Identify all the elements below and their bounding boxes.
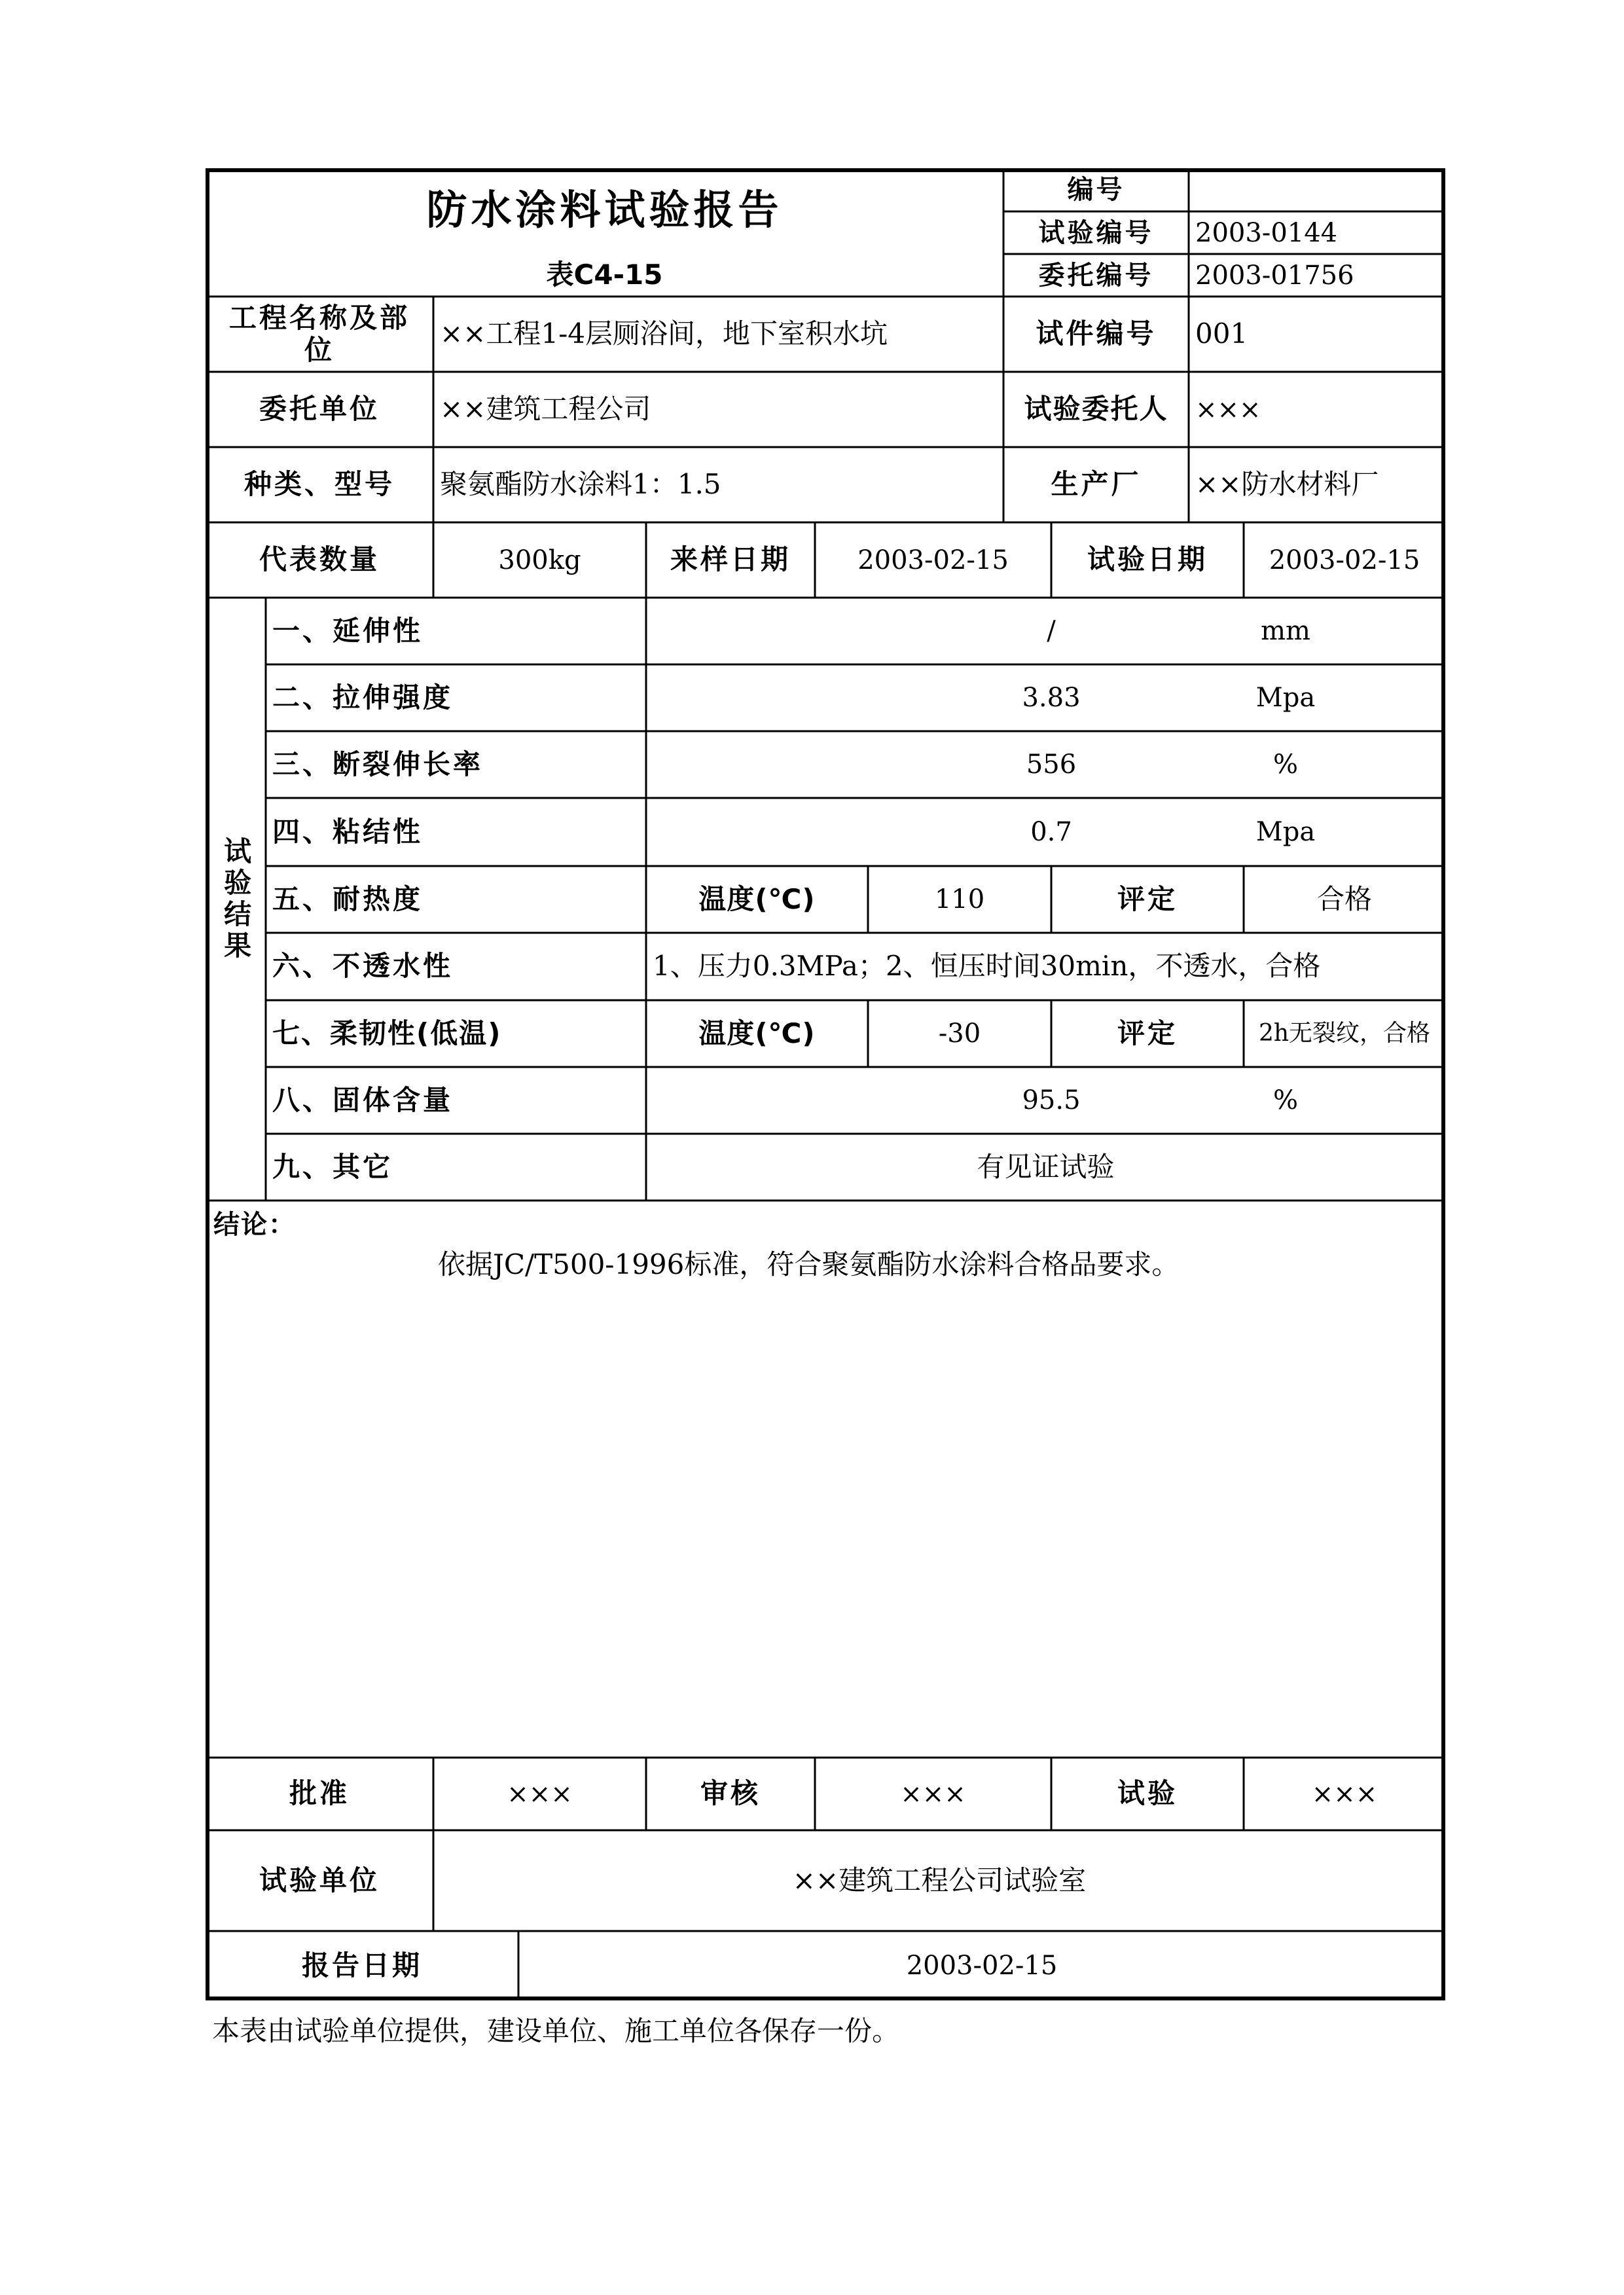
approve-value: ××× [507,1779,573,1809]
results-section-label: 试验结果 [220,836,253,962]
break-elongation-unit: % [1272,750,1298,780]
report-title: 防水涂料试验报告 [426,186,783,234]
maker-value: ××防水材料厂 [1195,468,1379,501]
type-label: 种类、型号 [244,468,395,501]
heat-temp-label: 温度(℃) [698,882,816,915]
adhesion-value: 0.7 [1030,817,1072,847]
solids-value: 95.5 [1022,1085,1081,1115]
footer-note: 本表由试验单位提供，建设单位、施工单位各保存一份。 [212,2015,900,2047]
tensile-label: 二、拉伸强度 [272,681,454,714]
other-value: 有见证试验 [977,1150,1115,1183]
project-label: 工程名称及部位 [228,302,410,366]
requester-label: 试验委托人 [1024,393,1168,425]
number-label: 编号 [1067,175,1125,205]
heat-temp-value: 110 [934,884,985,914]
sample-date-label: 来样日期 [670,543,791,576]
client-value: ××建筑工程公司 [440,393,651,425]
test-number-label: 试验编号 [1038,217,1154,248]
maker-label: 生产厂 [1051,468,1142,501]
report-date-label: 报告日期 [301,1949,422,1981]
lab-label: 试验单位 [259,1864,380,1896]
type-value: 聚氨酯防水涂料1：1.5 [440,468,721,501]
project-value: ××工程1-4层厕浴间，地下室积水坑 [440,317,888,350]
other-label: 九、其它 [272,1150,393,1183]
flexibility-label: 七、柔韧性(低温) [272,1017,502,1049]
elongation-label: 一、延伸性 [272,614,424,647]
elongation-value: / [1047,616,1056,646]
heat-eval-label: 评定 [1117,882,1178,915]
tester-label: 试验 [1117,1777,1178,1810]
flexibility-eval-value: 2h无裂纹，合格 [1258,1020,1431,1047]
flexibility-temp-value: -30 [938,1019,981,1049]
tester-value: ××× [1311,1779,1378,1809]
adhesion-label: 四、粘结性 [272,815,424,848]
conclusion-text: 依据JC/T500-1996标准，符合聚氨酯防水涂料合格品要求。 [438,1248,1180,1280]
test-date-label: 试验日期 [1087,543,1208,576]
test-number-value: 2003-0144 [1195,217,1338,248]
lab-value: ××建筑工程公司试验室 [792,1864,1087,1896]
break-elongation-value: 556 [1026,750,1077,780]
requester-value: ××× [1195,394,1261,425]
test-date-value: 2003-02-15 [1269,545,1420,575]
impermeability-value: 1、压力0.3MPa；2、恒压时间30min，不透水，合格 [653,950,1321,983]
number-value [1189,168,1445,211]
quantity-label: 代表数量 [259,543,380,576]
review-label: 审核 [700,1777,761,1810]
entrust-number-value: 2003-01756 [1195,260,1354,291]
heat-eval-value: 合格 [1316,882,1372,915]
entrust-number-label: 委托编号 [1038,260,1154,291]
specimen-number-label: 试件编号 [1036,317,1157,350]
approve-label: 批准 [289,1777,350,1810]
solids-unit: % [1272,1085,1298,1115]
sample-date-value: 2003-02-15 [857,545,1009,575]
elongation-unit: mm [1261,616,1310,646]
tensile-value: 3.83 [1022,683,1081,713]
review-value: ××× [900,1779,966,1809]
specimen-number-value: 001 [1195,317,1248,350]
report-date-value: 2003-02-15 [906,1951,1058,1981]
report-form [206,168,1445,2000]
break-elongation-label: 三、断裂伸长率 [272,748,484,780]
client-label: 委托单位 [259,393,380,425]
flexibility-temp-label: 温度(℃) [698,1017,816,1049]
impermeability-label: 六、不透水性 [272,950,454,983]
form-code: 表C4-15 [546,259,663,291]
solids-label: 八、固体含量 [272,1083,454,1116]
flexibility-eval-label: 评定 [1117,1017,1178,1049]
tensile-unit: Mpa [1255,683,1316,713]
adhesion-unit: Mpa [1255,817,1316,847]
heat-resistance-label: 五、耐热度 [272,882,424,915]
conclusion-label: 结论： [213,1210,296,1240]
quantity-value: 300kg [498,545,581,575]
